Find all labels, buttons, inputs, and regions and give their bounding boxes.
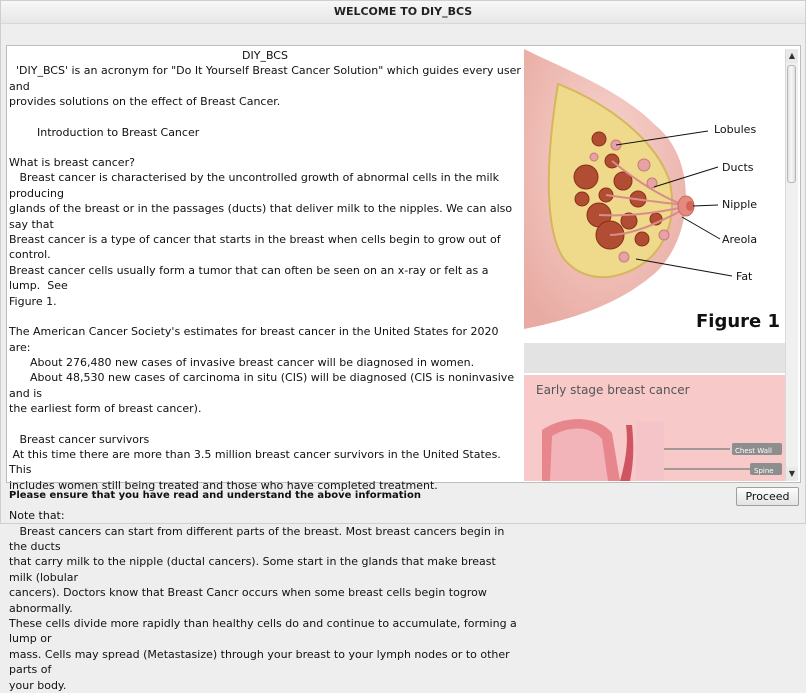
label-fat: Fat — [736, 270, 753, 283]
document-line: Introduction to Breast Cancer — [9, 125, 200, 139]
document-line: Breast cancer is characterised by the uncontrolled growth of abnormal cells in the milk producing — [9, 171, 503, 200]
breast-anatomy-illustration — [524, 49, 789, 341]
document-line: the earliest form of breast cancer). — [9, 402, 202, 416]
document-line: These cells divide more rapidly than healthy cells do and continue to accumulate, forming a lump or — [9, 617, 521, 646]
blank-line — [9, 110, 521, 125]
figure-panel — [524, 49, 789, 481]
blank-line — [9, 417, 521, 432]
label-nipple: Nipple — [722, 198, 758, 211]
proceed-button[interactable]: Proceed — [736, 487, 799, 506]
figure-2-early-stage-breast-cancer — [524, 375, 789, 481]
document-line: your body. — [9, 678, 67, 692]
document-line: cancers). Doctors know that Breast Cancr occurs when some breast cells begin togrow abnormally. — [9, 586, 491, 615]
document-line: Breast cancers can start from different parts of the breast. Most breast cancers begin in the ducts — [9, 524, 508, 553]
document-line: About 48,530 new cases of carcinoma in situ (CIS) will be diagnosed (CIS is noninvasive and is — [9, 371, 518, 400]
document-line: that carry milk to the nipple (ductal cancers). Some start in the glands that make breast milk (lobular — [9, 555, 500, 584]
label-ducts: Ducts — [722, 161, 754, 174]
scroll-down-arrow-icon[interactable]: ▼ — [786, 467, 798, 481]
read-confirmation-notice: Please ensure that you have read and understand the above information — [9, 490, 421, 501]
document-line: mass. Cells may spread (Metastasize) through your breast to your lymph nodes or to other parts of — [9, 647, 514, 677]
blank-line — [9, 309, 521, 324]
document-line: Breast cancer is a type of cancer that starts in the breast when cells begin to grow out of control. — [9, 233, 505, 262]
document-line: The American Cancer Society's estimates for breast cancer in the United States for 2020 are: — [9, 325, 503, 354]
blank-line — [9, 140, 521, 155]
document-line: includes women still being treated and those who have completed treatment. — [9, 478, 438, 492]
label-lobules: Lobules — [714, 123, 757, 136]
document-line: Figure 1. — [9, 294, 57, 308]
label-areola: Areola — [722, 233, 758, 246]
scrollbar-thumb[interactable] — [787, 65, 796, 183]
document-line: Breast cancer cells usually form a tumor that can often be seen on an x-ray or felt as a lump. See — [9, 263, 492, 293]
document-line: At this time there are more than 3.5 million breast cancer survivors in the United States. This — [9, 447, 505, 477]
document-line: About 276,480 new cases of invasive breast cancer will be diagnosed in women. — [9, 355, 475, 369]
label-chest-wall: Chest Wall — [735, 447, 772, 455]
document-line: Breast cancer survivors — [9, 432, 150, 446]
document-line: provides solutions on the effect of Breast Cancer. — [9, 95, 281, 109]
figure-2-title: Early stage breast cancer — [536, 383, 690, 397]
document-line: What is breast cancer? — [9, 156, 135, 170]
label-spine: Spine — [754, 467, 774, 475]
figure-1-caption: Figure 1 — [696, 311, 781, 332]
figure-separator — [524, 343, 789, 373]
window-title: WELCOME TO DIY_BCS — [1, 1, 805, 24]
document-line: glands of the breast or in the passages (ducts) that deliver milk to the nipples. We can also say that — [9, 202, 516, 231]
figure-1-breast-anatomy — [524, 49, 789, 341]
document-line: 'DIY_BCS' is an acronym for "Do It Yourself Breast Cancer Solution" which guides every user and — [9, 64, 525, 93]
document-line: Note that: — [9, 509, 65, 523]
vertical-scrollbar[interactable] — [785, 49, 798, 481]
scroll-up-arrow-icon[interactable]: ▲ — [786, 49, 798, 63]
document-body — [9, 63, 525, 693]
document-heading: DIY_BCS — [242, 49, 288, 62]
